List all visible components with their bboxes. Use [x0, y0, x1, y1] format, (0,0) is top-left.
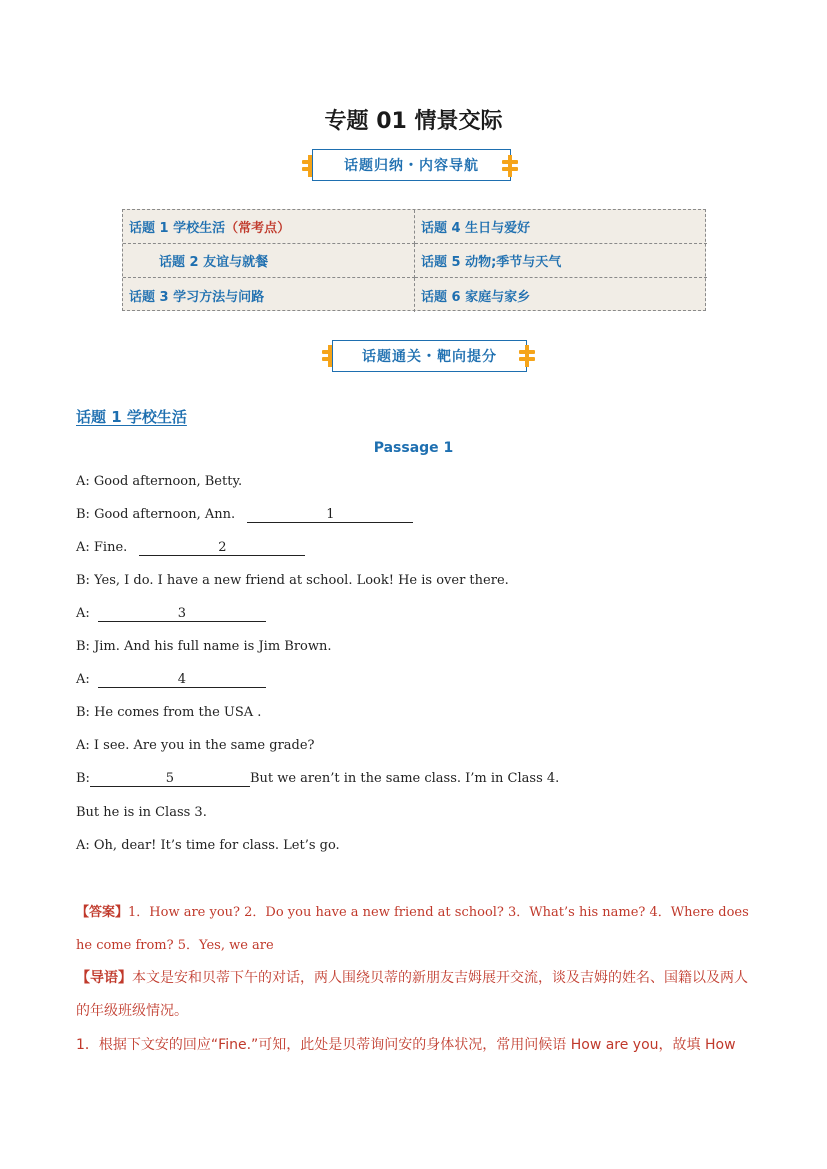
practice-banner: 话题通关・靶向提分	[332, 340, 527, 372]
topic-label: 话题 1 学校生活	[129, 221, 226, 236]
line-text: But we aren’t in the same class. I’m in Class 4.	[249, 771, 560, 786]
line-text: B: Yes, I do. I have a new friend at school. Look! He is over there.	[76, 573, 509, 588]
topic-label: 话题 2 友谊与就餐	[159, 255, 269, 270]
dialogue-line	[76, 606, 266, 622]
answer-blank-2[interactable]: 2	[139, 540, 305, 556]
dialogue-line	[76, 540, 305, 556]
guide-text: 本文是安和贝蒂下午的对话，两人围绕贝蒂的新朋友吉姆展开交流，谈及吉姆的姓名、国籍以及两人的年级班级情况。	[76, 970, 748, 1019]
topic-label: 话题 3 学习方法与问路	[129, 289, 265, 305]
line-text: A:	[76, 672, 90, 687]
dialogue-line	[76, 771, 559, 787]
guide-label: 【导语】	[76, 970, 132, 986]
line-text: But he is in Class 3.	[76, 805, 207, 820]
line-text: A: Fine.	[76, 540, 128, 555]
topic-label: 话题 5 动物;季节与天气	[421, 255, 562, 270]
dialogue-line	[76, 805, 207, 820]
dialogue-line	[76, 672, 266, 688]
topic-label: 话题 4 生日与爱好	[421, 221, 531, 236]
topic-cell-5	[415, 244, 707, 278]
dialogue-line	[76, 507, 413, 523]
answer-blank-1[interactable]: 1	[247, 507, 413, 523]
nav-banner: 话题归纳・内容导航	[312, 149, 511, 181]
line-text: A:	[76, 606, 90, 621]
line-text: B: Jim. And his full name is Jim Brown.	[76, 639, 332, 654]
page-title: 专题 01 情景交际	[324, 109, 503, 134]
line-text: B: He comes from the USA .	[76, 705, 262, 720]
passage-title: Passage 1	[373, 440, 454, 456]
topic-cell-2	[123, 244, 415, 278]
dialogue-line	[76, 838, 340, 853]
banner-right-ornament-icon	[519, 348, 535, 364]
line-text: B: Good afternoon, Ann.	[76, 507, 236, 522]
dialogue-line	[76, 738, 315, 753]
dialogue-line	[76, 705, 261, 720]
answer-blank-4[interactable]: 4	[98, 672, 266, 688]
line-text: A: Good afternoon, Betty.	[76, 474, 243, 489]
topic-cell-4	[415, 210, 707, 244]
dialogue-line	[76, 639, 332, 654]
banner-right-ornament-icon	[502, 158, 518, 174]
answer-text: 1．How are you? 2．Do you have a new friend at school? 3．What’s his name? 4．Where does he come from? 5．Yes, we are	[76, 905, 749, 953]
topic-cell-3	[123, 278, 415, 312]
topic-label: 话题 6 家庭与家乡	[421, 289, 531, 305]
note-text: 1．根据下文安的回应“Fine.”可知，此处是贝蒂询问安的身体状况，常用问候语 How are you，故填 How	[76, 1037, 736, 1053]
topic-table	[122, 209, 706, 311]
topic-cell-6	[415, 278, 707, 312]
topic-cell-1	[123, 210, 415, 244]
answer-label: 【答案】	[76, 905, 129, 920]
line-text: B:	[76, 771, 90, 786]
line-text: A: Oh, dear! It’s time for class. Let’s go.	[76, 838, 340, 853]
topic-note: （常考点）	[225, 221, 291, 236]
guide-paragraph	[76, 962, 752, 1028]
answer-blank-5[interactable]: 5	[90, 771, 250, 787]
dialogue-line	[76, 474, 242, 489]
explanation-note-1	[76, 1029, 752, 1062]
answer-key	[76, 896, 752, 962]
answer-blank-3[interactable]: 3	[98, 606, 266, 622]
section-heading: 话题 1 学校生活	[76, 408, 187, 426]
dialogue-line	[76, 573, 509, 588]
line-text: A: I see. Are you in the same grade?	[76, 738, 315, 753]
